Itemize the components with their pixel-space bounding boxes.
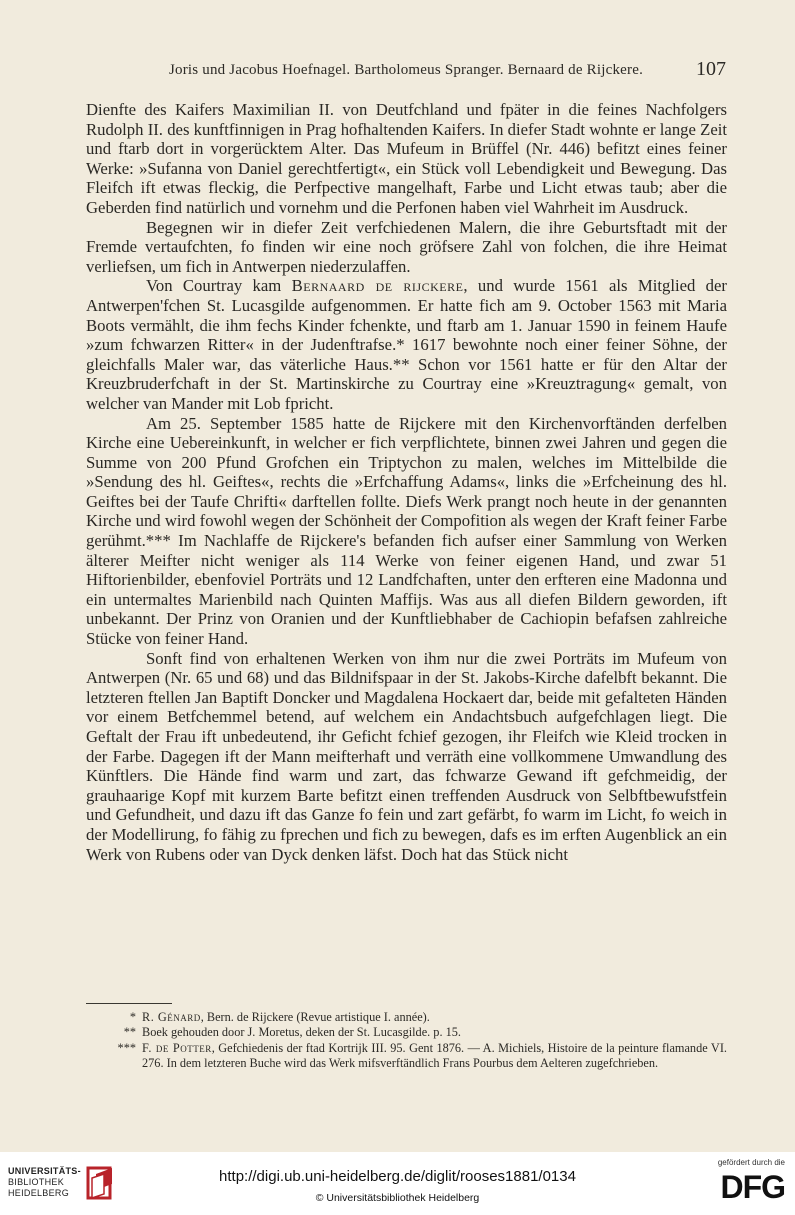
footnote bbox=[86, 1010, 727, 1025]
footnotes bbox=[86, 1010, 727, 1072]
funded-by-label: gefördert durch die bbox=[717, 1158, 785, 1167]
library-line-3: HEIDELBERG bbox=[8, 1188, 70, 1198]
footnote-divider bbox=[86, 1003, 172, 1004]
paragraph-1: Dienfte des Kaifers Maximilian II. von Deutfchland und fpäter in die feines Nachfolgers Rudolph II. des kunftfinnigen in Prag hofhaltenden Kaifers. In diefer Stadt wohnte er lange Zeit und ftarb dort in vorgerücktem Alter. Das Mufeum in Brüffel (Nr. 446) befitzt eines feiner Werke: »Sufanna von Daniel gerechtfertigt«, ein Stück voll Lebendigkeit und Bewegung. Das Fleifch ift etwas fleckig, die Perfpective mangelhaft, Farbe und Licht etwas taub; aber die Geberden find natürlich und vornehm und die Perfonen haben viel Wahrheit im Ausdruck. bbox=[86, 100, 727, 217]
paragraph-3 bbox=[86, 276, 727, 413]
footnote-body: Boek gehouden door J. Moretus, deken der St. Lucasgilde. p. 15. bbox=[142, 1025, 461, 1040]
paragraph-3-rest: , und wurde 1561 als Mitglied der Antwerpen'fchen St. Lucasgilde aufgenommen. Er hatte fich am 9. October 1563 mit Maria Boots vermählt, die ihm fechs Kinder fchenkte, und ftarb am 1. Januar 1590 in feinem Haufe »zum fchwarzen Ritter« in der Judenftrafse.* 1617 bewohnte noch einer feiner Söhne, der gleichfalls Maler war, das väterliche Haus.** Schon vor 1561 hatte er für den Altar der Kreuzbruderfchaft in der St. Martinskirche zu Courtray eine »Kreuztragung« gemalt, von welcher van Mander mit Lob fpricht. bbox=[86, 276, 727, 413]
footnote bbox=[86, 1025, 727, 1040]
dfg-logo[interactable] bbox=[693, 1158, 785, 1210]
footnote-mark: * bbox=[129, 1010, 136, 1024]
page-header bbox=[86, 58, 726, 88]
footnote-body: , Bern. de Rijckere (Revue artistique I. année). bbox=[200, 1010, 430, 1024]
library-line-1: UNIVERSITÄTS- bbox=[8, 1166, 81, 1176]
copyright: © Universitätsbibliothek Heidelberg bbox=[315, 1192, 480, 1204]
footnote-author: R. Génard bbox=[142, 1010, 201, 1024]
paragraph-4: Am 25. September 1585 hatte de Rijckere mit den Kirchenvorftänden derfelben Kirche eine Uebereinkunft, in welcher er fich verpflichtete, binnen zwei Jahren und gegen die Summe von 200 Pfund Grofchen ein Triptychon zu malen, welches im Mittelbilde die »Sendung des hl. Geiftes«, rechts die »Erfchaffung Adams«, links die »Erfcheinung des hl. Geiftes bei der Taufe Chrifti« darftellen follte. Diefs Werk prangt noch heute in der genannten Kirche und wird fowohl wegen der Schönheit der Compofition als wegen der Kraft feiner Farbe gerühmt.*** Im Nachlaffe de Rijckere's befanden fich aufser einer Sammlung von Werken älterer Meifter nicht weniger als 114 Werke von feiner eigenen Hand, und zwar 51 Hiftorienbilder, ebenfoviel Porträts und 12 Landfchaften, unter den erfteren eine Madonna und ein untermaltes Marienbild nach Quinten Maffijs. Was aus all diefen Bildern geworden, ift unbekannt. Der Prinz von Oranien und der Kunftliebhaber de Cachiopin befafsen zahlreiche Stücke von feiner Hand. bbox=[86, 413, 727, 649]
footnote-author: F. de Potter bbox=[142, 1040, 212, 1055]
footnote-mark: ** bbox=[123, 1025, 136, 1040]
footnote-body: , Gefchiedenis der ftad Kortrijk III. 95. Gent 1876. — A. Michiels, Histoire de la peinture flamande VI. 276. In dem letzteren Buche wird das Werk mifsverftändlich Frans Pourbus dem Aelteren zugefchrieben. bbox=[142, 1040, 727, 1071]
running-head: Joris und Jacobus Hoefnagel. Bartholomeus Spranger. Bernaard de Rijckere. bbox=[168, 62, 644, 78]
artist-name: Bernaard de rijckere bbox=[291, 276, 464, 296]
permalink-url[interactable]: http://digi.ub.uni-heidelberg.de/diglit/rooses1881/0134 bbox=[219, 1168, 576, 1185]
footnote-text bbox=[142, 1025, 727, 1040]
footnote-text bbox=[142, 1010, 727, 1025]
footnote-mark: *** bbox=[117, 1040, 136, 1055]
body-text bbox=[86, 100, 727, 864]
paragraph-3-start: Von Courtray kam bbox=[146, 276, 292, 296]
footnote bbox=[86, 1041, 727, 1072]
footnote-text bbox=[142, 1041, 727, 1072]
library-line-2: BIBLIOTHEK bbox=[8, 1177, 65, 1187]
paragraph-5: Sonft find von erhaltenen Werken von ihm nur die zwei Porträts im Mufeum von Antwerpen (Nr. 65 und 68) und das Bildnifspaar in der St. Jakobs-Kirche dafelbft bekannt. Die letzteren ftellen Jan Baptift Doncker und Magdalena Hockaert dar, beide mit gefalteten Händen vor einem Betfchemmel betend, auf welchem ein Andachtsbuch aufgefchlagen liegt. Die Geftalt der Frau ift unbedeutend, ihr Geficht fchief gezogen, ihr Fleifch wie Kleid trocken in der Farbe. Dagegen ift der Mann meifterhaft und verräth eine vollkommene Umwandlung des Künftlers. Die Hände find warm und zart, das fchwarze Gewand ift gefchmeidig, der grauhaarige Kopf mit kurzem Barte befitzt einen treffenden Ausdruck von Selbftbewufstfein und Gefundheit, und dazu ift das Ganze fo fein und zart gefärbt, fo warm im Licht, fo weich in der Modellirung, fo fähig zu fprechen und fich zu bewegen, dafs es im erften Augenblick an ein Werk von Rubens oder van Dyck denken läfst. Doch hat das Stück nicht bbox=[86, 648, 727, 864]
page-number: 107 bbox=[696, 58, 726, 80]
paragraph-2: Begegnen wir in diefer Zeit verfchiedenen Malern, die ihre Geburtsftadt mit der Fremde vertaufchten, fo finden wir eine noch gröfsere Zahl von folchen, die ihre Heimat verliefsen, um fich in Antwerpen niederzulaffen. bbox=[86, 217, 727, 276]
dfg-wordmark: DFG bbox=[720, 1169, 785, 1205]
viewer-footer bbox=[0, 1152, 795, 1215]
